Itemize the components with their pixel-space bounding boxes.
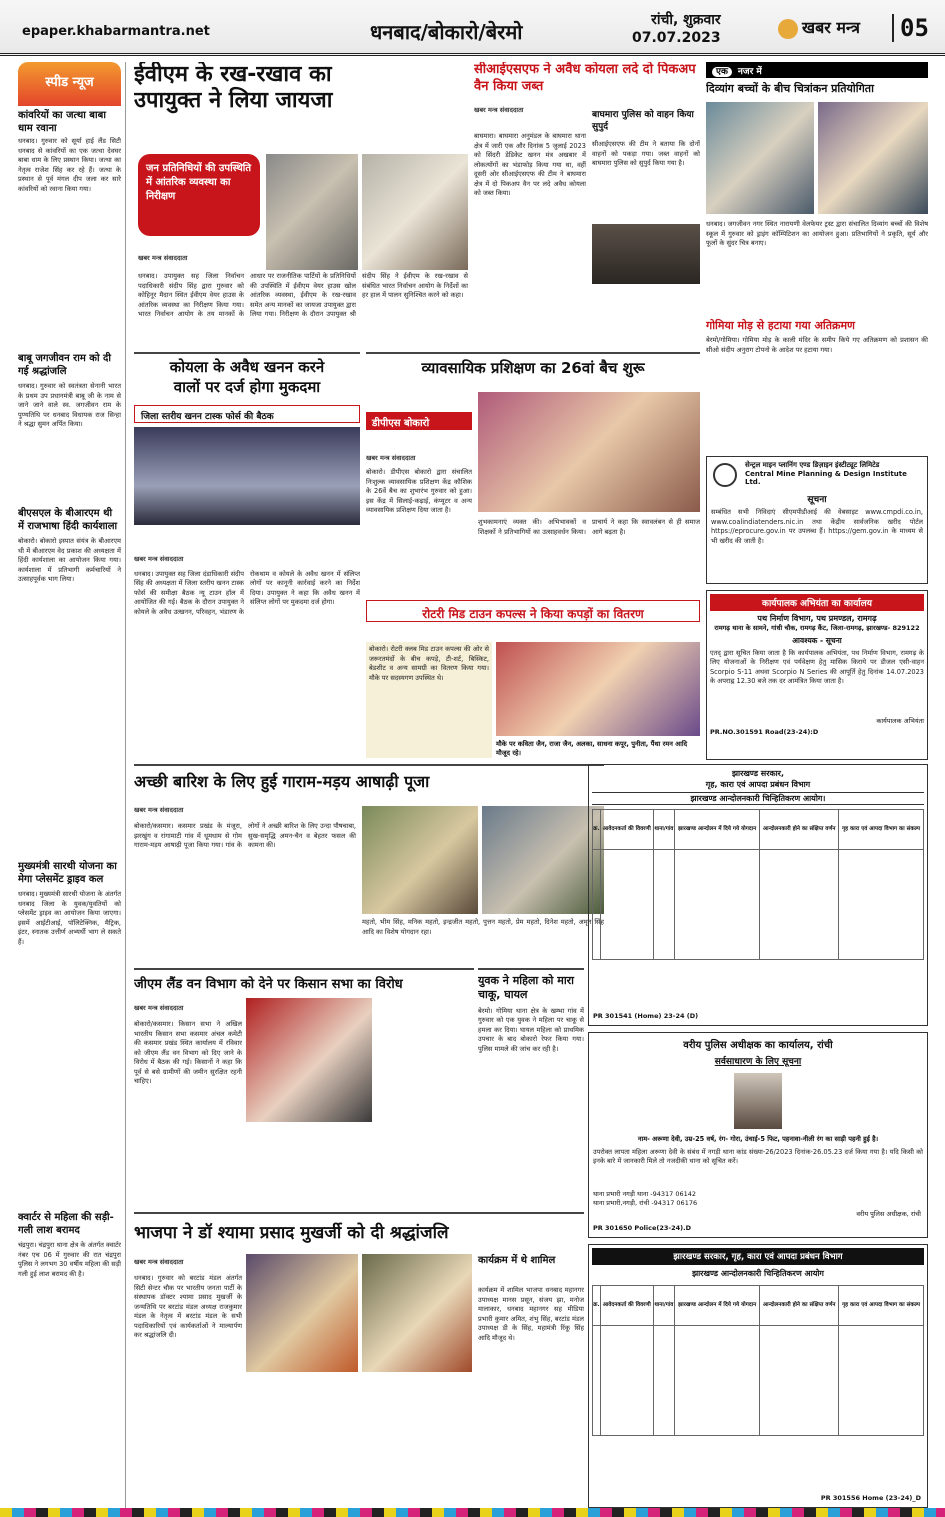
- garam-puja-story: [134, 764, 604, 962]
- brand-circle-icon: [778, 19, 798, 39]
- speed-news-column: [18, 62, 126, 1510]
- page-number: 05: [892, 14, 929, 42]
- notice-ref: PR 301541 (Home) 23-24 (D): [593, 1012, 699, 1021]
- cmpdi-logo-icon: [713, 463, 737, 487]
- kisan-sabha-photo: [246, 998, 372, 1122]
- puja-photo-2: [482, 806, 604, 914]
- ek-nazar-banner: एक नजर में: [706, 62, 928, 78]
- children-drawing-photo-2: [818, 102, 928, 214]
- section-title: धनबाद/बोकारो/बेरमो: [370, 20, 523, 44]
- rotary-distribution-photo: [496, 642, 700, 736]
- coal-van-photo: [592, 224, 700, 284]
- speed-news-list: [18, 110, 121, 1471]
- notice-dept: पथ निर्माण विभाग, पथ प्रमण्डल, रामगढ़: [757, 614, 877, 623]
- ek-nazar-section: [706, 62, 928, 450]
- police-phone-1: थाना प्रभारी नगड़ी थाना -94317 06142: [593, 1189, 697, 1198]
- children-drawing-photo-1: [706, 102, 814, 214]
- applicant-table: [592, 1285, 924, 1436]
- speed-news-item: [18, 1212, 121, 1471]
- nazar-body-2: बेरमो/गोमिया। गोमिया मोड़ के काली मंदिर के समीप किये गए अतिक्रमण को प्रशासन की सीओ संदीप अनुराग टोपनो के आदेश पर हटाया गया।: [706, 336, 928, 354]
- byline: खबर मन्त्र संवाददाता: [134, 1258, 184, 1266]
- garam-body: बोकारो/कसमार। कसमार प्रखंड के मंजूरा, झरखुंग व रांगामाटी गांव में धूमधाम से गोम गाराम-मड़य आषाढ़ी पूजा किया गया। गांव के लोगों ने अच्छी बारिश के लिए उन्दा पौषचाबा, सुख-समृद्धि अमन-चैन व बेहतर फसल की कामना की।: [134, 822, 356, 850]
- item-body: धनबाद। गुरुवार को सूर्या हाई लैंड सिटी धनबाद से कांवरियों का एक जत्था देवघर बाबा धाम के लिए प्रस्थान किया। जत्था का नेतृत्व राजेश सिंह कर रहे हैं। जत्था के प्रस्थान से पूर्व मंगल दीप जला कर सारे कांवरियों को रवाना किया गया।: [18, 137, 121, 193]
- table-row: [593, 1326, 924, 1436]
- gm-land-body-2: [246, 1126, 474, 1206]
- place-day: रांची, शुक्रवार: [651, 12, 721, 28]
- nazar-headline-2: गोमिया मोड़ से हटाया गया अतिक्रमण: [706, 319, 855, 332]
- lead-photo-2: [362, 154, 468, 270]
- print-registration-strip: [0, 1508, 945, 1517]
- notice-body: एतद् द्वारा सूचित किया जाता है कि कार्यपालक अभियंता, पथ निर्माण विभाग, रामगढ़ के लिए योजनाओं के निरीक्षण एवं पर्यवेक्षण हेतु मासिक किराये पर डीजल एसी-वाहन Scorpio S-11 अथवा Scorpio N Series की आपूर्ति हेतु दिनांक 14.07.2023 के अपराह्न 12.30 बजे तक दर आमंत्रित किया जाता है।: [710, 648, 924, 686]
- cisf-body: बाघमारा। बाघमारा अनुमंडल के बाघमारा थाना क्षेत्र में जारी एक और दिनांक 5 जुलाई 2023 को सिंदरी डेडिकेट खनन मंत्र अखबार में लोकत्योंगों का भंडाफोड़ किया गया था, वहीं दूसरी ओर सीआईएसएफ की टीम ने बाघमारा क्षेत्र में दो पिकअप वैन पर लदे अवैध कोयला को जब्त किया।: [474, 132, 586, 198]
- garam-headline: अच्छी बारिश के लिए हुई गाराम-मड़य आषाढ़ी पूजा: [134, 772, 430, 791]
- table-header-row: क्र. आवेदनकर्ता की विवरणी थाना/गांव झारखण्ड आन्दोलन में दिये गये योगदान आन्दोलनकारी होने का संक्षिप्त वर्णन गृह कारा एवं आपदा विभाग का संकल्प: [593, 1286, 924, 1326]
- gm-land-headline: जीएम लैंड वन विभाग को देने पर किसान सभा का विरोध: [134, 977, 403, 992]
- applicant-table: [592, 809, 924, 960]
- gm-land-body: बोकारो/कसमार। किसान सभा ने अखिल भारतीय किसान सभा कसमार अंचल कमेटी की कसमार प्रखंड स्थित कार्यालय में रविवार को जीएम लैंड वन विभाग को दिए जाने के विरोध में बैठक की गई। किसानों ने कहा कि पूर्व से बसे ग्रामीणों की जमीन सुरक्षित रहनी चाहिए।: [134, 1020, 242, 1086]
- notice-office-title: कार्यपालक अभियंता का कार्यालय: [710, 594, 924, 611]
- cmpdi-tag: सूचना: [807, 495, 827, 505]
- bjp-sub-body: कार्यक्रम में शामिल भाजपा धनबाद महानगर उपाध्यक्ष मानस प्रसून, संजय झा, मनोज मालाकार, धनबाद महानगर सह मीडिया प्रभारी कुमार अमित, शंभु सिंह, बरटांड मंडल उपाध्यक्ष डी के सिंह, महामंत्री रिंकू सिंह आदि मौजूद थे।: [478, 1286, 584, 1342]
- byline: खबर मन्त्र संवाददाता: [134, 1004, 184, 1012]
- byline: खबर मन्त्र संवाददाता: [366, 454, 416, 462]
- notice-title-bar: झारखण्ड सरकार, गृह, कारा एवं आपदा प्रबंधन विभाग: [592, 1248, 924, 1265]
- notice-ref: PR 301556 Home (23-24)_D: [820, 1494, 921, 1503]
- police-body: उपरोक्त लापता महिला अरूणा देवी के संबंध में नगड़ी थाना कांड संख्या-26/2023 दिनांक-26.05.23 दर्ज किया गया है। यदि किसी को इनके बारे में जानकारी मिले तो नजदीकी थाना को सूचित करें।: [593, 1147, 923, 1166]
- rotary-body: बोकारो। रोटरी क्लब मिड टाउन कपल्स की ओर से जरूरतमंदों के बीच कपड़े, टी-शर्ट, बिस्किट, बेडशीट व अन्य सामग्री का वितरण किया गया। मौके पर सदस्यगण उपस्थित थे।: [366, 642, 492, 758]
- byline: खबर मन्त्र संवाददाता: [474, 105, 524, 114]
- task-force-meeting-photo: [134, 427, 360, 525]
- cisf-headline-bar: सीआईएसएफ ने अवैध कोयला लदे दो पिकअप वैन किया जब्त: [474, 62, 700, 96]
- bjp-body-2: [246, 1376, 472, 1508]
- table-row: [593, 850, 924, 960]
- dps-bokaro-tag: डीपीएस बोकारो: [366, 412, 472, 430]
- vocational-headline: व्यावसायिक प्रशिक्षण का 26वां बैच शुरू: [421, 359, 645, 377]
- bjp-headline: भाजपा ने डॉ श्यामा प्रसाद मुखर्जी को दी श्रद्धांजलि: [134, 1223, 449, 1243]
- nazar-headline: दिव्यांग बच्चों के बीच चित्रांकन प्रतियोगिता: [706, 82, 874, 95]
- brand-logo: खबर मन्त्र: [778, 16, 860, 39]
- notice-sign: कार्यपालक अभियंता: [876, 716, 924, 725]
- garam-caption: महतो, भीम सिंह, मनिक महतो, इन्द्रजीत महतो, पुत्तन महतो, प्रेम महतो, दिनेश महतो, अमृत सिंह आदि का विशेष योगदान रहा।: [362, 918, 604, 936]
- trainees-group-photo: [478, 392, 700, 512]
- rotary-caption: मौके पर कविता जैन, राजा जैन, अलका, साधना कपूर, पुनीता, पैंथा रमन आदि मौजूद रहे।: [496, 740, 688, 757]
- lead-headline: ईवीएम के रख-रखाव का उपायुक्त ने लिया जायजा: [134, 62, 333, 114]
- commission-title: झारखण्ड आन्दोलनकारी चिन्हितिकरण आयोग: [692, 1269, 824, 1278]
- lead-story: [134, 62, 468, 346]
- byline: खबर मन्त्र संवाददाता: [134, 555, 184, 563]
- cisf-subhead: बाघमारा पुलिस को वाहन किया सुपुर्द: [592, 110, 694, 132]
- cisf-sub-body: सीआईएसएफ की टीम ने बताया कि दोनों वाहनों को पकड़ा गया। जब्त वाहनों को बाघमारा पुलिस को सुपुर्द किया गया है।: [592, 140, 700, 168]
- rotary-story: [366, 642, 700, 760]
- item-body: धनबाद। गुरुवार को स्वतंत्रता सेनानी भारत के प्रथम उप प्रधानमंत्री बाबू जी के नाम से जाने जाने वाले स्व. जगजीवन राम के पुण्यतिथि पर धनबाद विधायक राज सिन्हा ने श्रद्धा सुमन अर्पित किया।: [18, 382, 121, 429]
- nazar-body: धनबाद। जगजीवन नगर स्थित नारायणी वेलफेयर ट्रस्ट द्वारा संचालित दिव्यांग बच्चों की विशेष स्कूल में गुरुवार को ड्राइंग कॉम्पिटिशन का आयोजन हुआ। प्रतिभागियों ने प्रकृति, सूर्य और फूलों के सुंदर चित्र बनाए।: [706, 220, 928, 248]
- gm-land-story: [134, 968, 474, 1206]
- vocational-story: [366, 352, 700, 640]
- speed-news-item: [18, 353, 121, 504]
- commission-title: झारखण्ड आन्दोलनकारी चिन्हितिकरण आयोग।: [592, 792, 924, 805]
- bjp-story: [134, 1212, 584, 1508]
- table-header-row: क्र. आवेदनकर्ता की विवरणी थाना/गांव झारखण्ड आन्दोलन में दिये गये योगदान आन्दोलनकारी होने का संक्षिप्त वर्णन गृह कारा एवं आपदा विभाग का संकल्प: [593, 810, 924, 850]
- coal-headline: कोयला के अवैध खनन करने वालों पर दर्ज होगा मुकदमा: [169, 358, 325, 396]
- masthead: [0, 0, 945, 56]
- youth-headline: युवक ने महिला को मारा चाकू, घायल: [478, 974, 575, 1002]
- vocational-body-2: शुभकामनाएं व्यक्त की। अभिभावकों व शिक्षकों ने प्रतिभागियों का उत्साहवर्धन किया। प्राचार्य ने कहा कि स्वावलंबन से ही समाज आगे बढ़ता है।: [478, 518, 700, 536]
- cmpdi-notice: [706, 456, 928, 584]
- speed-news-item: [18, 508, 121, 857]
- epaper-url[interactable]: epaper.khabarmantra.net: [22, 24, 210, 39]
- item-body: चंद्रपुरा। चंद्रपुरा थाना क्षेत्र के अंतर्गत क्वार्टर नंबर एच 06 में गुरुवार की रात चंद्रपुरा पुलिस ने लगभग 30 वर्षीय महिला की सड़ी गली हुई लाश बरामद की है।: [18, 1241, 121, 1278]
- notice-address: रामगढ़ थाना के सामने, गांधी चौक, रामगढ़ कैंट, जिला-रामगढ़, झारखण्ड- 829122: [714, 624, 920, 632]
- item-body: बोकारो। बोकारो इस्पात संयंत्र के बीआरएम थी में बीआरएम वेद प्रकाश की अध्यक्षता में हिंदी कार्यशाला का आयोजन किया गया। कार्यशाला में प्रतिभागी कर्मचारियों ने उत्साहपूर्वक भाग लिया।: [18, 537, 121, 584]
- puja-photo-1: [362, 806, 478, 914]
- speed-news-item: [18, 861, 121, 1208]
- vocational-body: बोकारो। डीपीएस बोकारो द्वारा संचालित निःशुल्क व्यावसायिक प्रशिक्षण केंद्र कौशिक के 26वें बैच का शुभारंभ गुरुवार को हुआ। इस केंद्र में सिलाई-कढ़ाई, कंप्यूटर व अन्य व्यावसायिक प्रशिक्षण दिया जाता है।: [366, 468, 472, 515]
- item-title: मुख्यमंत्री सारथी योजना का मेगा प्लेसमेंट ड्राइव कल: [18, 861, 117, 885]
- ek-tag: एक: [712, 67, 732, 77]
- issue-date: 07.07.2023: [632, 29, 721, 46]
- cmpdi-body: सम्बंधित सभी निविदाएं सीएमपीडीआई की वेबसाइट www.cmpdi.co.in, www.coalindiatenders.nic.in तथा केंद्रीय सार्वजनिक खरीद पोर्टल https://eprocure.gov.in पर उपलब्ध हैं। https://gem.gov.in के माध्यम से भी खरीद की जाती है।: [711, 508, 923, 545]
- speed-news-logo: स्पीड न्यूज: [18, 62, 121, 106]
- lead-body: धनबाद। उपायुक्त सह जिला निर्वाचन पदाधिकारी संदीप सिंह द्वारा गुरुवार को कोहिनूर मैदान स्थित ईवीएम वेयर हाउस के आंतरिक व्यवस्था का निरीक्षण किया गया। भारत निर्वाचन आयोग के तय मानकों के आधार पर राजनीतिक पार्टियों के प्रतिनिधियों की उपस्थिति में ईवीएम वेयर हाउस खोल आंतरिक व्यवस्था, ईवीएम के रख-रखाव समेत अन्य मानकों का जायजा उपायुक्त द्वारा लिया गया। निरीक्षण के दौरान उपायुक्त श्री संदीप सिंह ने ईवीएम के रख-रखाव से संबंधित भारत निर्वाचन आयोग के निर्देशों का हर हाल में पालन सुनिश्चित करने को कहा।: [138, 272, 468, 319]
- coal-story: [134, 352, 360, 758]
- dateline: [632, 12, 721, 47]
- police-notice: [588, 1032, 928, 1238]
- byline: खबर मन्त्र संवाददाता: [138, 254, 188, 262]
- item-title: क्वार्टर से महिला की सड़ी-गली लाश बरामद: [18, 1212, 114, 1236]
- notice-tag: आवश्यक - सूचना: [792, 635, 842, 645]
- speed-news-item: [18, 110, 121, 349]
- cmpdi-subtitle: Central Mine Planning & Design Institute Ltd.: [745, 470, 907, 486]
- lead-photo-1: [266, 154, 358, 270]
- police-phone-2: थाना प्रभारी,नगड़ी, रांची -94317 06176: [593, 1198, 698, 1207]
- govt-title: झारखण्ड सरकार,: [731, 769, 784, 778]
- road-dept-notice: [706, 590, 928, 760]
- bjp-body: धनबाद। गुरुवार को बरटांड मंडल अंतर्गत सिटी सेन्टर चौक पर भारतीय जनता पार्टी के संस्थापक डॉक्टर श्यामा प्रसाद मुखर्जी के जन्मतिथि पर बरटांड मंडल अध्यक्ष राजकुमार मंडल के नेतृत्व में बरटांड मंडल के सभी पदाधिकारियों एवं कार्यकर्ताओं ने माल्यार्पण कर श्रद्धांजलि दी।: [134, 1274, 242, 1340]
- cisf-story: [474, 62, 700, 346]
- item-title: बीएसएल के बीआरएम थी में राजभाषा हिंदी कार्यशाला: [18, 508, 118, 532]
- jharkhand-notice-1: [588, 764, 928, 1026]
- bjp-sub-headline: कार्यक्रम में थे शामिल: [478, 1255, 556, 1266]
- coal-body: धनबाद। उपायुक्त सह जिला दंडाधिकारी संदीप सिंह की अध्यक्षता में जिला स्तरीय खनन टास्क फोर्स की समीक्षा बैठक न्यू टाउन हॉल में आयोजित की गई। बैठक के दौरान उपायुक्त ने कोयले के अवैध उत्खनन, परिवहन, भंडारण के रोकथाम व कोयले के अवैध खनन में संलिप्त लोगों पर कानूनी कार्रवाई करने का निर्देश दिया। उपायुक्त ने कहा कि अवैध खनन में संलिप्त लोगों पर मुकदमा दर्ज होगा।: [134, 569, 360, 616]
- police-sign: वरीय पुलिस अधीक्षक, रांची: [856, 1210, 921, 1219]
- youth-body: बेरमो। गोमिया थाना क्षेत्र के खम्भा गांव में गुरुवार को एक युवक ने महिला पर चाकू से हमला कर दिया। घायल महिला को प्राथमिक उपचार के बाद बोकारो रेफर किया गया। पुलिस मामले की जांच कर रही है।: [478, 1006, 584, 1053]
- cmpdi-title: सेन्ट्रल माइन प्लानिंग एण्ड डिज़ाइन इंस्टीट्यूट लिमिटेड: [745, 461, 880, 469]
- cisf-sub-body-cont: [592, 290, 700, 346]
- notice-ref: PR.NO.301591 Road(23-24):D: [710, 727, 819, 736]
- dept-title: गृह, कारा एवं आपदा प्रबंधन विभाग: [705, 780, 811, 789]
- jharkhand-notice-2: [588, 1244, 928, 1508]
- tribute-photo-2: [362, 1254, 472, 1372]
- item-title: बाबू जगजीवन राम को दी गई श्रद्धांजलि: [18, 353, 111, 377]
- rotary-headline: रोटरी मिड टाउन कपल्स ने किया कपड़ों का वितरण: [366, 600, 700, 622]
- missing-person-details: नाम- अरूणा देवी, उम्र-25 वर्ष, रंग- गोरा, उंचाई-5 फिट, पहनावा-नीली रंग का साड़ी पहनी हुई है।: [637, 1135, 879, 1143]
- item-body: धनबाद। मुख्यमंत्री सारथी योजना के अंतर्गत धनबाद जिला के युवक/युवतियों को प्लेसमेंट ड्राइव का आयोजन किया जाएगा। इसमें आईटीआई, पॉलिटेक्निक, मैट्रिक, इंटर, स्नातक उत्तीर्ण अभ्यर्थी भाग ले सकते हैं।: [18, 890, 121, 946]
- police-office-title: वरीय पुलिस अधीक्षक का कार्यालय, रांची: [683, 1040, 833, 1051]
- missing-woman-photo: [734, 1073, 782, 1129]
- youth-story: [478, 968, 584, 1206]
- police-ref: PR 301650 Police(23-24).D: [593, 1224, 691, 1233]
- tribute-photo-1: [246, 1254, 358, 1372]
- lead-deck: जन प्रतिनिधियों की उपस्थिति में आंतरिक व्यवस्था का निरीक्षण: [138, 154, 260, 236]
- public-notice-title: सर्वसाधारण के लिए सूचना: [714, 1057, 802, 1067]
- item-title: कांवरियों का जत्था बाबा धाम रवाना: [18, 110, 106, 134]
- byline: खबर मन्त्र संवाददाता: [134, 806, 184, 814]
- coal-deck: जिला स्तरीय खनन टास्क फोर्स की बैठक: [134, 405, 360, 423]
